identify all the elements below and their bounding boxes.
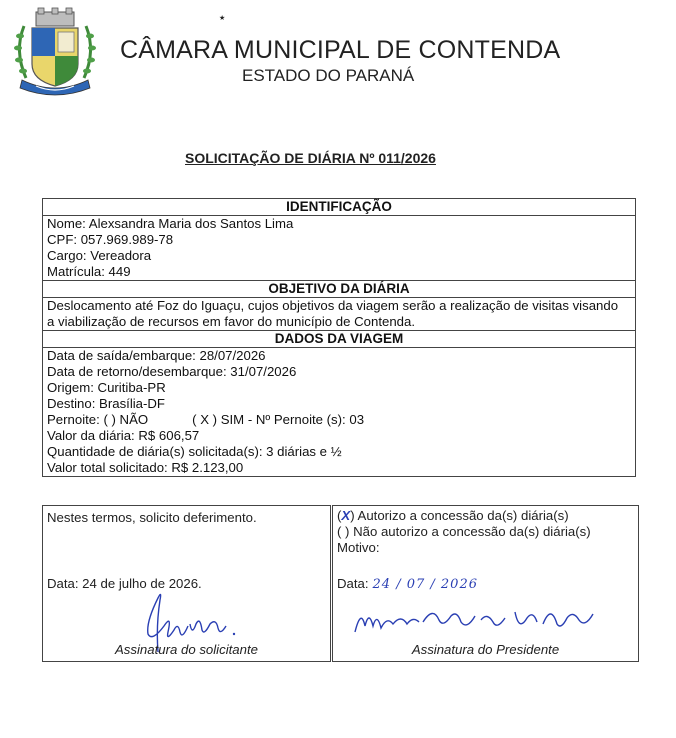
field-valor-diaria: Valor da diária: R$ 606,57: [47, 428, 200, 443]
request-statement: Nestes termos, solicito deferimento.: [47, 510, 257, 525]
request-date: Data: 24 de julho de 2026.: [47, 576, 202, 591]
objetivo-text: Deslocamento até Foz do Iguaçu, cujos objetivos da viagem serão a realização de visitas visando a viabilização de recursos em favor do município de Contenda.: [43, 298, 636, 331]
coat-of-arms-icon: [10, 6, 100, 98]
deny-option: ( ) Não autorizo a concessão da(s) diária(s): [337, 524, 591, 539]
field-valor-total: Valor total solicitado: R$ 2.123,00: [47, 460, 244, 475]
authorize-option: (X) Autorizo a concessão da(s) diária(s): [337, 508, 569, 523]
viagem-section: [43, 348, 636, 477]
authorize-checkmark: X: [341, 508, 351, 523]
institution-subtitle: ESTADO DO PARANÁ: [242, 66, 415, 85]
pernoite-sim: ( X ) SIM - Nº Pernoite (s): 03: [192, 412, 365, 427]
field-destino: Destino: Brasília-DF: [47, 396, 165, 411]
field-quantidade: Quantidade de diária(s) solicitada(s): 3 diárias e ½: [47, 444, 342, 459]
president-signature-label: Assinatura do Presidente: [411, 642, 560, 657]
field-cargo: Cargo: Vereadora: [47, 248, 152, 263]
motivo-label: Motivo:: [337, 540, 380, 555]
pernoite-nao: Pernoite: ( ) NÃO: [47, 412, 149, 427]
approval-date: [337, 576, 478, 592]
document-title: SOLICITAÇÃO DE DIÁRIA Nº 011/2026: [185, 150, 436, 166]
field-matricula: Matrícula: 449: [47, 264, 131, 279]
field-cpf: CPF: 057.969.989-78: [47, 232, 174, 247]
field-saida: Data de saída/embarque: 28/07/2026: [47, 348, 266, 363]
identificacao-section: [43, 216, 636, 281]
section-heading-objetivo: OBJETIVO DA DIÁRIA: [43, 281, 636, 298]
president-signature: [347, 602, 607, 638]
approval-date-label: Data:: [337, 576, 369, 591]
institution-title: CÂMARA MUNICIPAL DE CONTENDA: [120, 36, 561, 64]
star-mark: ★: [219, 15, 226, 22]
field-origem: Origem: Curitiba-PR: [47, 380, 166, 395]
field-nome: Nome: Alexsandra Maria dos Santos Lima: [47, 216, 294, 231]
requester-box: [42, 505, 331, 662]
approval-date-handwritten: 24 / 07 / 2026: [372, 577, 478, 592]
request-form-table: [42, 198, 636, 477]
authorize-label: ) Autorizo a concessão da(s) diária(s): [350, 508, 569, 523]
president-box: [332, 505, 639, 662]
section-heading-viagem: DADOS DA VIAGEM: [43, 331, 636, 348]
section-heading-identificacao: IDENTIFICAÇÃO: [43, 199, 636, 216]
requester-signature-label: Assinatura do solicitante: [115, 642, 258, 657]
field-retorno: Data de retorno/desembarque: 31/07/2026: [47, 364, 297, 379]
field-pernoite: [47, 412, 631, 428]
